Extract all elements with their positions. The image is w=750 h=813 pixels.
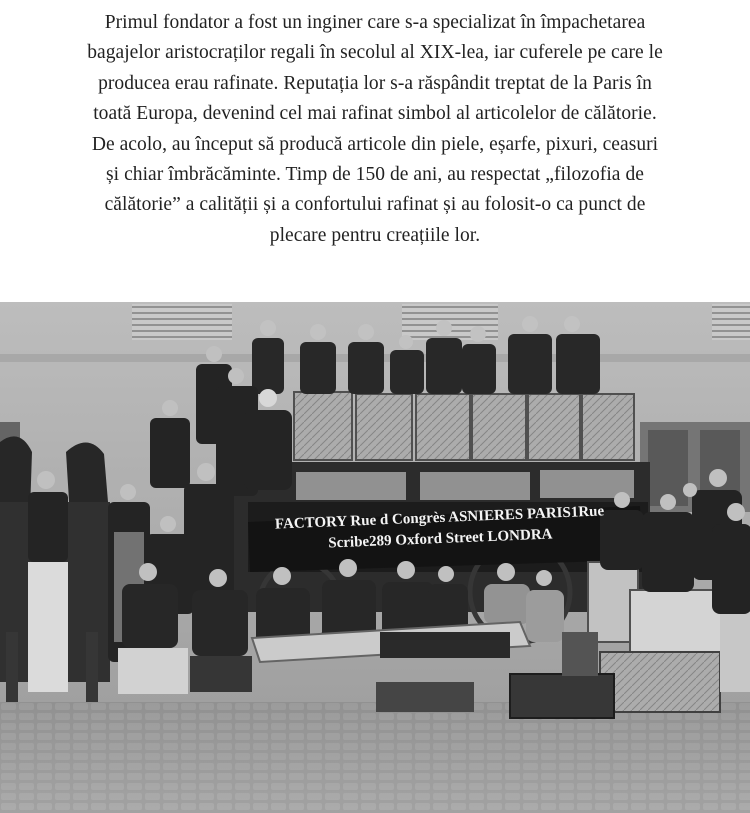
intro-line: și chiar îmbrăcăminte. Timp de 150 de ani, au respectat „filozofia de [106, 164, 644, 186]
intro-line: călătorie” a calității și a confortului rafinat și au folosit-o ca punct de [104, 194, 646, 216]
signboard-line-2: Scribe289 Oxford Street LONDRA [328, 526, 553, 552]
intro-line: plecare pentru creațiile lor. [269, 224, 481, 246]
signboard-line-1: FACTORY Rue d Congrès ASNIERES PARIS1Rue [274, 503, 605, 533]
intro-line: bagajelor aristocraților regali în secolul al XIX-lea, iar cuferele pe care le [87, 42, 663, 64]
intro-line: toată Europa, devenind cel mai rafinat simbol al articolelor de călătorie. [93, 103, 657, 125]
photo-illustration [0, 302, 750, 813]
intro-paragraph [0, 8, 750, 251]
intro-line: Primul fondator a fost un inginer care s-a specializat în împachetarea [104, 12, 646, 33]
intro-line: producea erau rafinate. Reputația lor s-a răspândit treptat de la Paris în [98, 72, 652, 94]
historic-factory-photo [0, 302, 750, 813]
intro-line: De acolo, au început să producă articole din piele, eșarfe, pixuri, ceasuri [91, 133, 659, 155]
